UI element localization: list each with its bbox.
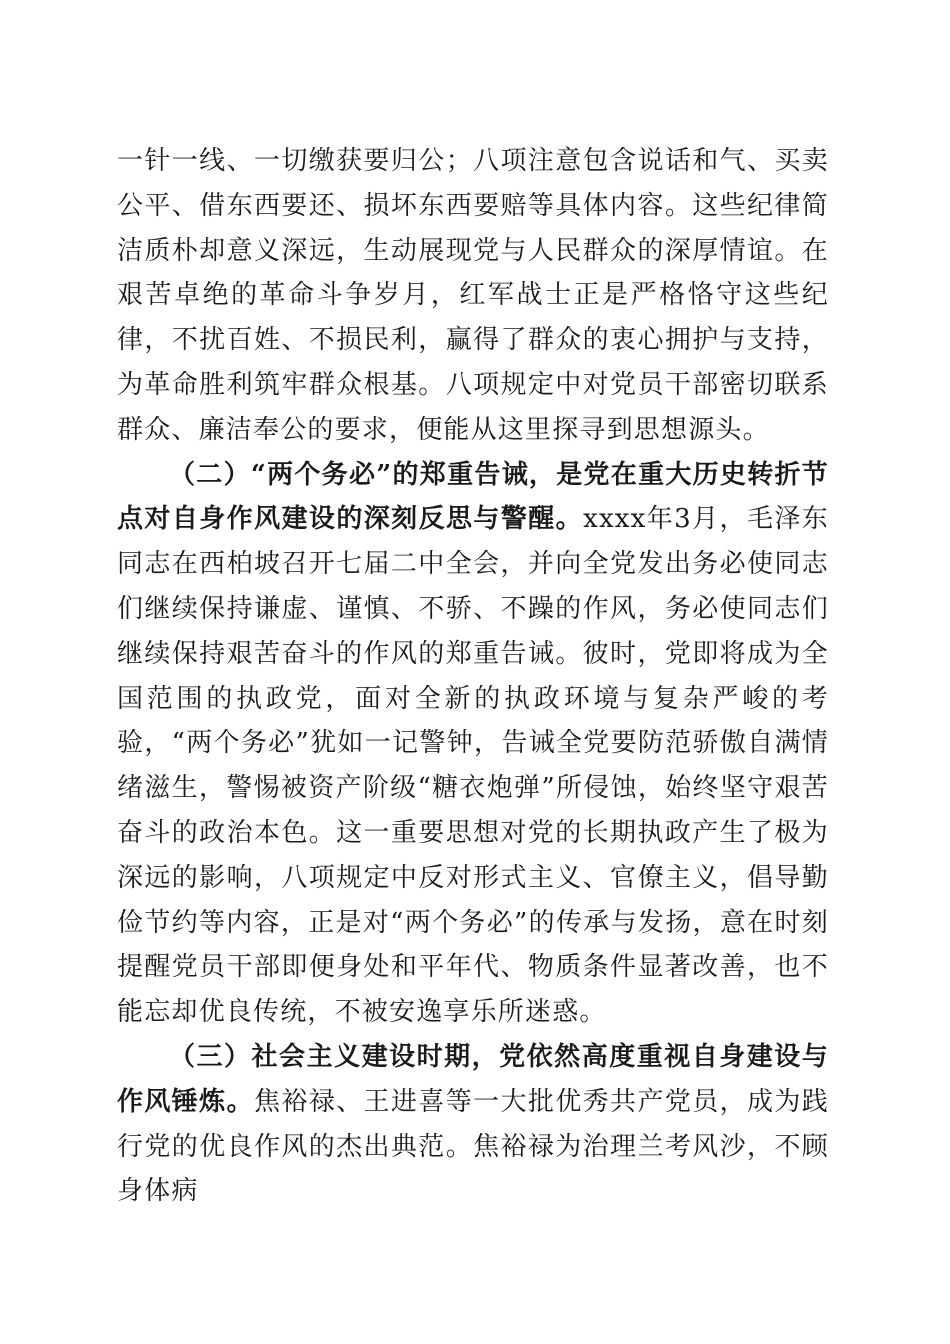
paragraph-body: 一针一线、一切缴获要归公；八项注意包含说话和气、买卖公平、借东西要还、损坏东西要赔等具体内容。这些纪律简洁质朴却意义深远，生动展现党与人民群众的深厚情谊。在艰苦卓绝的革命斗争岁月，红军战士正是严格恪守这些纪律，不扰百姓、不损民利，赢得了群众的衷心拥护与支持，为革命胜利筑牢群众根基。八项规定中对党员干部密切联系群众、廉洁奉公的要求，便能从这里探寻到思想源头。	[117, 146, 829, 445]
document-body	[117, 139, 829, 1214]
section-heading: （二）“两个务必”的郑重告诫，是党在重大历史转折节点对自身作风建设的深刻反思与警醒。	[117, 459, 829, 535]
paragraph-body: xxxx年3月，毛泽东同志在西柏坡召开七届二中全会，并向全党发出务必使同志们继续保持谦虚、谨慎、不骄、不躁的作风，务必使同志们继续保持艰苦奋斗的作风的郑重告诫。彼时，党即将成为全国范围的执政党，面对全新的执政环境与复杂严峻的考验，“两个务必”犹如一记警钟，告诫全党要防范骄傲自满情绪滋生，警惕被资产阶级“糖衣炮弹”所侵蚀，始终坚守艰苦奋斗的政治本色。这一重要思想对党的长期执政产生了极为深远的影响，八项规定中反对形式主义、官僚主义，倡导勤俭节约等内容，正是对“两个务必”的传承与发扬，意在时刻提醒党员干部即便身处和平年代、物质条件显著改善，也不能忘却优良传统，不被安逸享乐所迷惑。	[117, 504, 829, 1028]
paragraph-section-two	[117, 453, 829, 1035]
paragraph-body: 焦裕禄、王进喜等一大批优秀共产党员，成为践行党的优良作风的杰出典范。焦裕禄为治理兰考风沙，不顾身体病	[117, 1086, 829, 1207]
section-heading: （三）社会主义建设时期，党依然高度重视自身建设与作风锤炼。	[117, 1041, 829, 1117]
paragraph-continuation	[117, 139, 829, 453]
paragraph-section-three	[117, 1035, 829, 1214]
